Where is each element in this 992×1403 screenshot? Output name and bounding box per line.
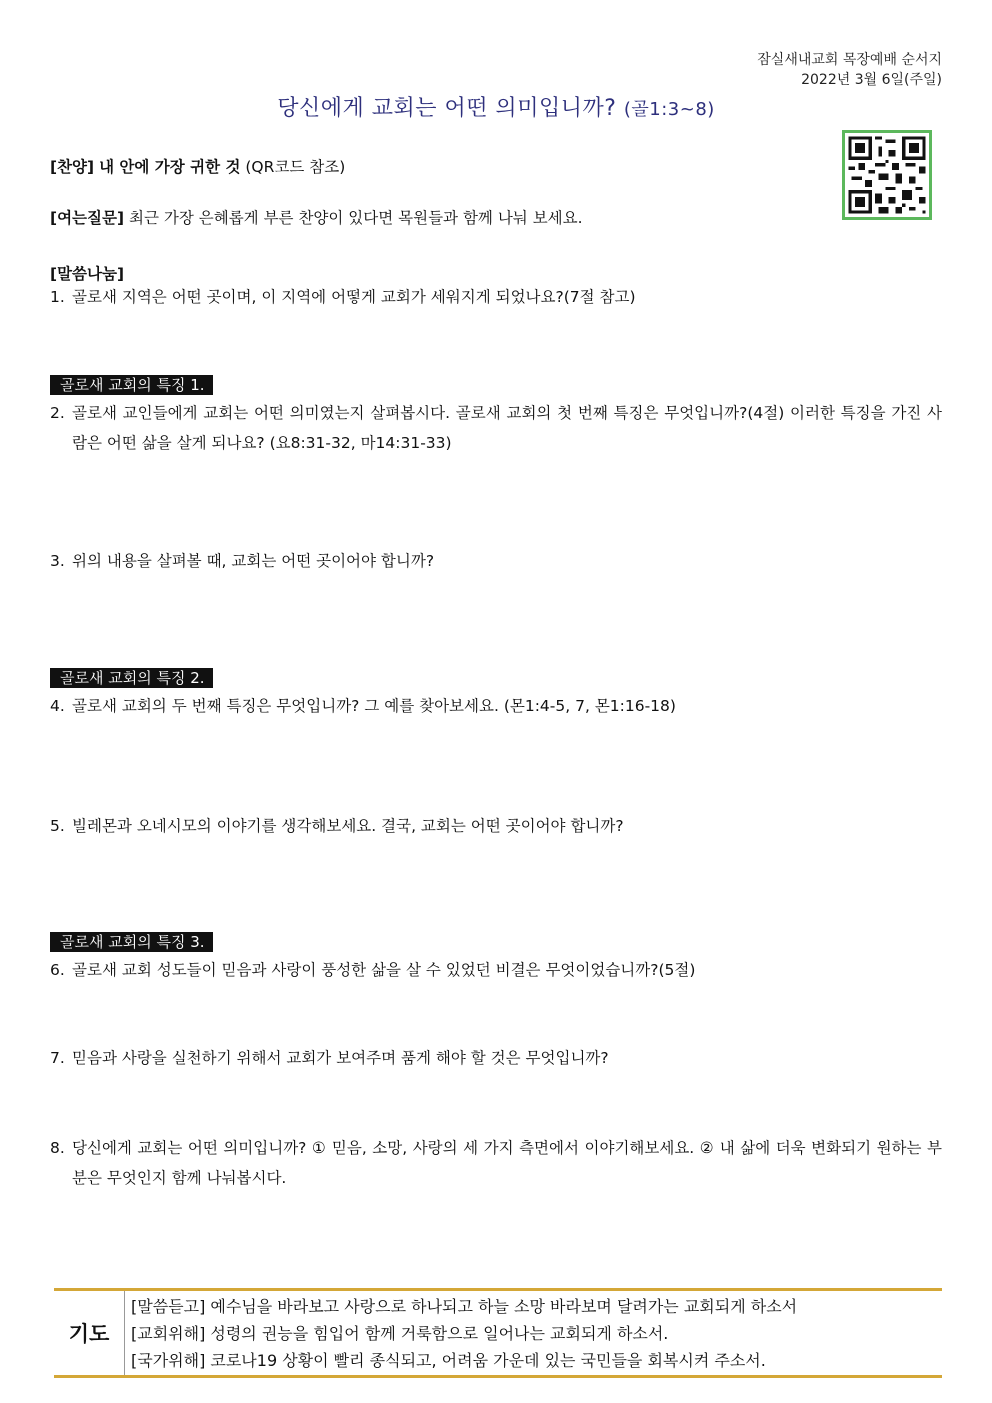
question-text: 빌레몬과 오네시모의 이야기를 생각해보세요. 결국, 교회는 어떤 곳이어야 합니까? <box>72 817 624 835</box>
opening-question-line <box>50 206 583 228</box>
prayer-items <box>125 1291 797 1375</box>
question-7 <box>50 1043 942 1073</box>
question-number: 3. <box>50 552 65 570</box>
praise-line <box>50 155 345 177</box>
question-text: 골로새 지역은 어떤 곳이며, 이 지역에 어떻게 교회가 세워지게 되었나요?(7절 참고) <box>72 288 636 306</box>
prayer-item-nation: [국가위해] 코로나19 상황이 빨리 종식되고, 어려움 가운데 있는 국민들을 회복시켜 주소서. <box>131 1351 766 1370</box>
question-number: 8. <box>50 1139 65 1157</box>
document-header <box>757 50 942 90</box>
question-number: 6. <box>50 961 65 979</box>
question-text: 위의 내용을 살펴볼 때, 교회는 어떤 곳이어야 합니까? <box>72 552 435 570</box>
praise-note: (QR코드 참조) <box>245 158 346 176</box>
opening-text: 최근 가장 은혜롭게 부른 찬양이 있다면 목원들과 함께 나눠 보세요. <box>129 209 583 227</box>
question-text: 골로새 교인들에게 교회는 어떤 의미였는지 살펴봅시다. 골로새 교회의 첫 번째 특징은 무엇입니까?(4절) 이러한 특징을 가진 사람은 어떤 삶을 살게 되나요? (요8:31-32, 마14:31-33) <box>72 404 942 452</box>
date-line: 2022년 3월 6일(주일) <box>801 72 942 88</box>
word-sharing-heading: [말씀나눔] <box>50 265 125 283</box>
section-badge-2: 골로새 교회의 특징 2. <box>50 668 213 688</box>
question-1 <box>50 282 942 312</box>
qr-code <box>842 130 932 220</box>
question-number: 4. <box>50 697 65 715</box>
question-text: 골로새 교회 성도들이 믿음과 사랑이 풍성한 삶을 살 수 있었던 비결은 무엇이었습니까?(5절) <box>72 961 696 979</box>
prayer-item-church: [교회위해] 성령의 권능을 힘입어 함께 거룩함으로 일어나는 교회되게 하소서. <box>131 1324 669 1343</box>
section-badge-1: 골로새 교회의 특징 1. <box>50 375 213 395</box>
praise-label: [찬양] <box>50 158 95 176</box>
question-text: 믿음과 사랑을 실천하기 위해서 교회가 보여주며 품게 해야 할 것은 무엇입니까? <box>72 1049 609 1067</box>
praise-song: 내 안에 가장 귀한 것 <box>99 158 241 176</box>
question-8 <box>50 1133 942 1193</box>
title-main: 당신에게 교회는 어떤 의미입니까? <box>277 96 617 121</box>
question-number: 1. <box>50 288 65 306</box>
question-4 <box>50 691 942 721</box>
question-number: 2. <box>50 404 65 422</box>
qr-code-icon <box>845 133 929 217</box>
question-3 <box>50 546 942 576</box>
section-badge-3: 골로새 교회의 특징 3. <box>50 932 213 952</box>
page-title <box>0 91 992 122</box>
question-text: 골로새 교회의 두 번째 특징은 무엇입니까? 그 예를 찾아보세요. (몬1:4-5, 7, 몬1:16-18) <box>72 697 676 715</box>
church-name-line: 잠실새내교회 목장예배 순서지 <box>757 52 942 68</box>
prayer-label: 기도 <box>54 1291 125 1375</box>
title-reference: (골1:3~8) <box>623 99 715 120</box>
question-2 <box>50 398 942 458</box>
question-number: 7. <box>50 1049 65 1067</box>
question-text: 당신에게 교회는 어떤 의미입니까? ① 믿음, 소망, 사랑의 세 가지 측면에서 이야기해보세요. ② 내 삶에 더욱 변화되기 원하는 부분은 무엇인지 함께 나눠봅시다. <box>72 1139 942 1187</box>
opening-label: [여는질문] <box>50 209 125 227</box>
prayer-item-word: [말씀듣고] 예수님을 바라보고 사랑으로 하나되고 하늘 소망 바라보며 달려가는 교회되게 하소서 <box>131 1297 798 1316</box>
question-5 <box>50 811 942 841</box>
question-6 <box>50 955 942 985</box>
question-number: 5. <box>50 817 65 835</box>
prayer-box <box>54 1288 942 1378</box>
